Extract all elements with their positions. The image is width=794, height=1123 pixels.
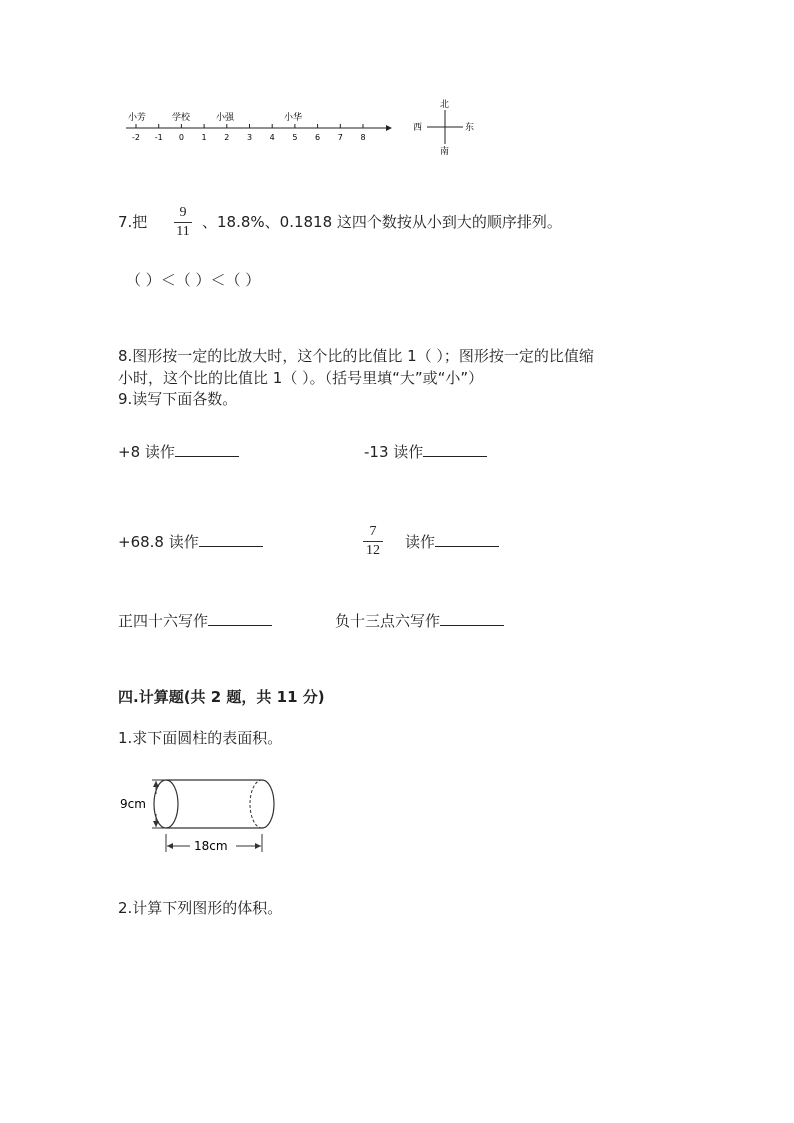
q9-d-frac-num: 7 [369, 524, 377, 539]
q9-c-text: +68.8 读作 [118, 533, 199, 551]
number-line [118, 100, 398, 150]
number-line-tick-label: 5 [292, 133, 298, 142]
compass [405, 96, 485, 158]
q7-frac-den: 11 [176, 224, 190, 239]
q9-item-c [118, 531, 263, 552]
cylinder-left-end [154, 780, 178, 828]
q9-b-blank[interactable] [423, 441, 487, 457]
length-arrow-left [167, 843, 173, 849]
q9-d-blank[interactable] [435, 531, 499, 547]
q7-answer-line: （ ）＜（ ）＜（ ） [126, 271, 261, 289]
label-school: 学校 [172, 113, 191, 123]
section4-q2: 2.计算下列图形的体积。 [118, 899, 283, 917]
label-xiaofang: 小芳 [128, 113, 147, 123]
q9-c-blank[interactable] [199, 531, 263, 547]
q7-frac-num: 9 [179, 205, 187, 220]
number-line-tick-label: 3 [246, 133, 253, 142]
cylinder-right-front [262, 780, 274, 828]
compass-north: 北 [440, 100, 450, 110]
length-label: 18cm [194, 839, 228, 853]
q9-item-a [118, 441, 239, 462]
cylinder-right-hidden [250, 780, 262, 828]
section4-q1: 1.求下面圆柱的表面积。 [118, 729, 283, 747]
q8-line2: 小时，这个比的比值比 1（ ）。（括号里填“大”或“小”） [118, 369, 484, 387]
q9-f-blank[interactable] [440, 610, 504, 626]
label-xiaohua: 小华 [284, 113, 303, 123]
height-label: 9cm [120, 797, 146, 811]
number-line-tick-label: 1 [201, 133, 207, 142]
q7-prefix: 7.把 [118, 213, 148, 231]
q9-item-b [364, 441, 487, 462]
number-line-tick-label: 7 [337, 133, 343, 142]
label-xiaoqiang: 小强 [216, 113, 235, 123]
q9-d-frac-bar [363, 541, 383, 542]
q9-b-text: -13 读作 [364, 443, 424, 461]
q9-d-fraction [363, 524, 383, 559]
q7-fraction [174, 205, 192, 240]
q9-f-text: 负十三点六写作 [335, 612, 441, 630]
q7-text: 、18.8%、0.1818 这四个数按从小到大的顺序排列。 [202, 213, 562, 231]
q9-a-blank[interactable] [175, 441, 239, 457]
number-line-arrow [386, 125, 392, 131]
q9-d-frac-den: 12 [366, 543, 380, 558]
number-line-tick-label: 2 [224, 133, 230, 142]
q9-e-text: 正四十六写作 [118, 612, 209, 630]
number-line-tick-label: 0 [178, 133, 184, 142]
number-line-tick-label: 8 [360, 133, 366, 142]
q9-item-d [405, 531, 499, 552]
number-line-tick-label: 6 [315, 133, 321, 142]
number-line-tick-label: -2 [132, 133, 140, 142]
compass-west: 西 [413, 123, 423, 133]
number-line-tick-label: -1 [154, 133, 163, 142]
q9-e-blank[interactable] [208, 610, 272, 626]
q8-line1: 8.图形按一定的比放大时，这个比的比值比 1（ ）；图形按一定的比值缩 [118, 347, 594, 365]
compass-east: 东 [465, 123, 475, 133]
length-arrow-right [255, 843, 261, 849]
q9-a-text: +8 读作 [118, 443, 175, 461]
section4-title: 四.计算题(共 2 题，共 11 分) [118, 688, 325, 706]
q9-title: 9.读写下面各数。 [118, 390, 238, 408]
q9-item-f [335, 610, 504, 631]
cylinder-figure [116, 772, 286, 862]
q7-frac-bar [174, 222, 192, 223]
q9-d-text: 读作 [405, 533, 436, 551]
q9-item-e [118, 610, 272, 631]
number-line-tick-label: 4 [269, 133, 275, 142]
compass-south: 南 [440, 147, 450, 157]
